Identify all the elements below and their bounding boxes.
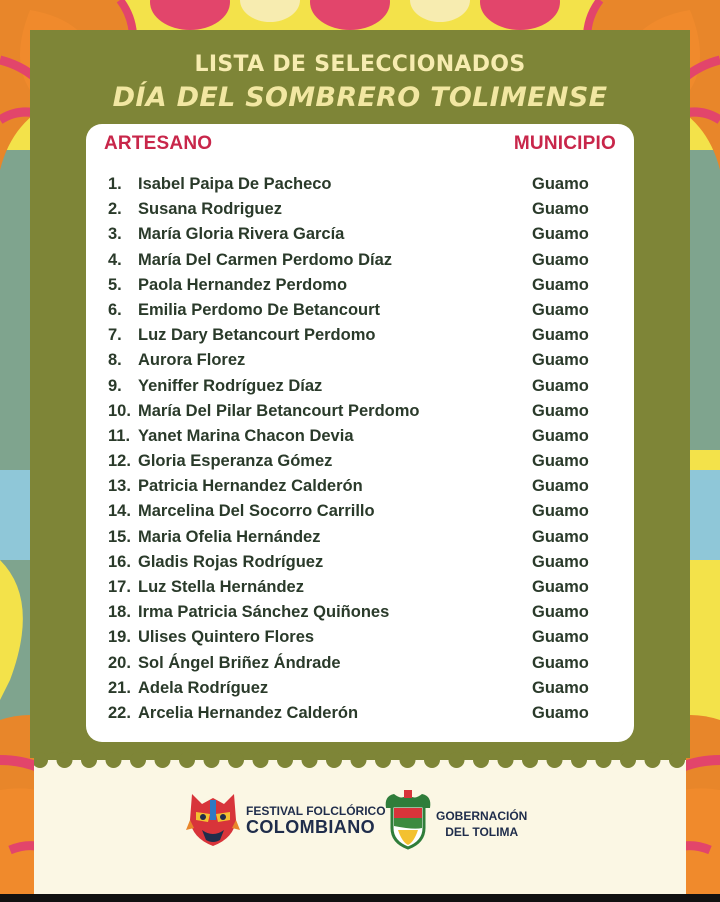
municipio-value: Guamo bbox=[532, 527, 589, 546]
artesano-name: Yanet Marina Chacon Devia bbox=[138, 426, 354, 445]
festival-logo-text bbox=[246, 805, 386, 836]
item-number: 15. bbox=[108, 527, 131, 546]
artesano-name: Patricia Hernandez Calderón bbox=[138, 477, 363, 496]
list-item bbox=[86, 499, 634, 524]
municipio-value: Guamo bbox=[532, 326, 589, 345]
municipio-value: Guamo bbox=[532, 603, 589, 622]
item-number: 19. bbox=[108, 628, 131, 647]
selected-list bbox=[86, 172, 634, 726]
list-item bbox=[86, 197, 634, 222]
festival-mask-logo bbox=[186, 790, 240, 848]
list-item bbox=[86, 424, 634, 449]
list-item bbox=[86, 323, 634, 348]
municipio-value: Guamo bbox=[532, 225, 589, 244]
municipio-value: Guamo bbox=[532, 703, 589, 722]
item-number: 11. bbox=[108, 426, 131, 445]
title-line-1: LISTA DE SELECCIONADOS bbox=[194, 52, 526, 77]
artesano-name: Ulises Quintero Flores bbox=[138, 628, 315, 647]
list-item bbox=[86, 449, 634, 474]
item-number: 10. bbox=[108, 401, 131, 420]
municipio-value: Guamo bbox=[532, 452, 589, 471]
item-number: 6. bbox=[108, 300, 122, 319]
artesano-name: Luz Dary Betancourt Perdomo bbox=[138, 326, 376, 345]
gobernacion-logo-text bbox=[436, 808, 527, 840]
item-number: 1. bbox=[108, 175, 122, 193]
item-number: 17. bbox=[108, 578, 131, 596]
municipio-value: Guamo bbox=[532, 376, 589, 395]
artesano-name: Aurora Florez bbox=[138, 351, 246, 370]
tolima-coat-of-arms-icon bbox=[384, 790, 432, 852]
list-item bbox=[86, 575, 634, 600]
list-item bbox=[86, 651, 634, 676]
municipio-value: Guamo bbox=[532, 502, 589, 521]
list-item bbox=[86, 625, 634, 650]
municipio-value: Guamo bbox=[532, 175, 589, 193]
column-header-artesano: ARTESANO bbox=[104, 133, 213, 154]
municipio-value: Guamo bbox=[532, 477, 589, 496]
festival-logo-line-1: FESTIVAL FOLCLÓRICO bbox=[246, 804, 386, 818]
artesano-name: Arcelia Hernandez Calderón bbox=[138, 703, 359, 722]
list-item bbox=[86, 298, 634, 323]
artesano-name: Sol Ángel Briñez Ándrade bbox=[138, 653, 341, 672]
item-number: 18. bbox=[108, 603, 131, 622]
list-item bbox=[86, 600, 634, 625]
item-number: 14. bbox=[108, 502, 131, 521]
list-item bbox=[86, 273, 634, 298]
artesano-name: Maria Ofelia Hernández bbox=[138, 527, 321, 546]
artesano-name: Yeniffer Rodríguez Díaz bbox=[138, 376, 323, 395]
artesano-name: Susana Rodriguez bbox=[138, 200, 282, 219]
item-number: 20. bbox=[108, 653, 131, 672]
municipio-value: Guamo bbox=[532, 200, 589, 219]
municipio-value: Guamo bbox=[532, 426, 589, 445]
municipio-value: Guamo bbox=[532, 250, 589, 269]
item-number: 8. bbox=[108, 351, 122, 370]
item-number: 3. bbox=[108, 225, 122, 244]
artesano-name: María Del Pilar Betancourt Perdomo bbox=[138, 401, 420, 420]
municipio-value: Guamo bbox=[532, 578, 589, 596]
item-number: 22. bbox=[108, 703, 131, 722]
municipio-value: Guamo bbox=[532, 300, 589, 319]
item-number: 12. bbox=[108, 452, 131, 471]
artesano-name: Paola Hernandez Perdomo bbox=[138, 275, 348, 294]
title-line-2: DÍA DEL SOMBRERO TOLIMENSE bbox=[112, 82, 608, 113]
municipio-value: Guamo bbox=[532, 401, 589, 420]
list-item bbox=[86, 474, 634, 499]
municipio-value: Guamo bbox=[532, 351, 589, 370]
artesano-name: Adela Rodríguez bbox=[138, 678, 269, 697]
artesano-name: María Gloria Rivera García bbox=[138, 225, 345, 244]
artesano-name: María Del Carmen Perdomo Díaz bbox=[138, 250, 392, 269]
artesano-name: Irma Patricia Sánchez Quiñones bbox=[138, 603, 390, 622]
artesano-name: Gladis Rojas Rodríguez bbox=[138, 552, 324, 571]
list-item bbox=[86, 701, 634, 726]
list-item bbox=[86, 525, 634, 550]
item-number: 7. bbox=[108, 326, 122, 345]
municipio-value: Guamo bbox=[532, 653, 589, 672]
item-number: 4. bbox=[108, 250, 122, 269]
list-item bbox=[86, 172, 634, 197]
municipio-value: Guamo bbox=[532, 552, 589, 571]
artesano-name: Marcelina Del Socorro Carrillo bbox=[138, 502, 375, 521]
list-item bbox=[86, 399, 634, 424]
column-header-municipio: MUNICIPIO bbox=[513, 133, 616, 154]
item-number: 21. bbox=[108, 678, 131, 697]
item-number: 5. bbox=[108, 275, 122, 294]
artesano-name: Isabel Paipa De Pacheco bbox=[138, 175, 332, 193]
gobernacion-logo-line-2: DEL TOLIMA bbox=[445, 825, 519, 840]
gobernacion-logo-line-1: GOBERNACIÓN bbox=[436, 809, 528, 823]
artesano-name: Luz Stella Hernández bbox=[138, 578, 304, 596]
municipio-value: Guamo bbox=[532, 275, 589, 294]
artesano-name: Emilia Perdomo De Betancourt bbox=[138, 300, 381, 319]
list-item bbox=[86, 348, 634, 373]
municipio-value: Guamo bbox=[532, 628, 589, 647]
item-number: 16. bbox=[108, 552, 131, 571]
list-item bbox=[86, 676, 634, 701]
municipio-value: Guamo bbox=[532, 678, 589, 697]
list-item bbox=[86, 550, 634, 575]
item-number: 2. bbox=[108, 200, 122, 219]
list-item bbox=[86, 248, 634, 273]
item-number: 13. bbox=[108, 477, 131, 496]
festival-logo-line-2: COLOMBIANO bbox=[246, 816, 375, 837]
scalloped-divider bbox=[34, 748, 686, 772]
list-item bbox=[86, 222, 634, 247]
artesano-name: Gloria Esperanza Gómez bbox=[138, 452, 333, 471]
item-number: 9. bbox=[108, 376, 122, 395]
bottom-edge-bar bbox=[0, 894, 720, 902]
list-item bbox=[86, 374, 634, 399]
